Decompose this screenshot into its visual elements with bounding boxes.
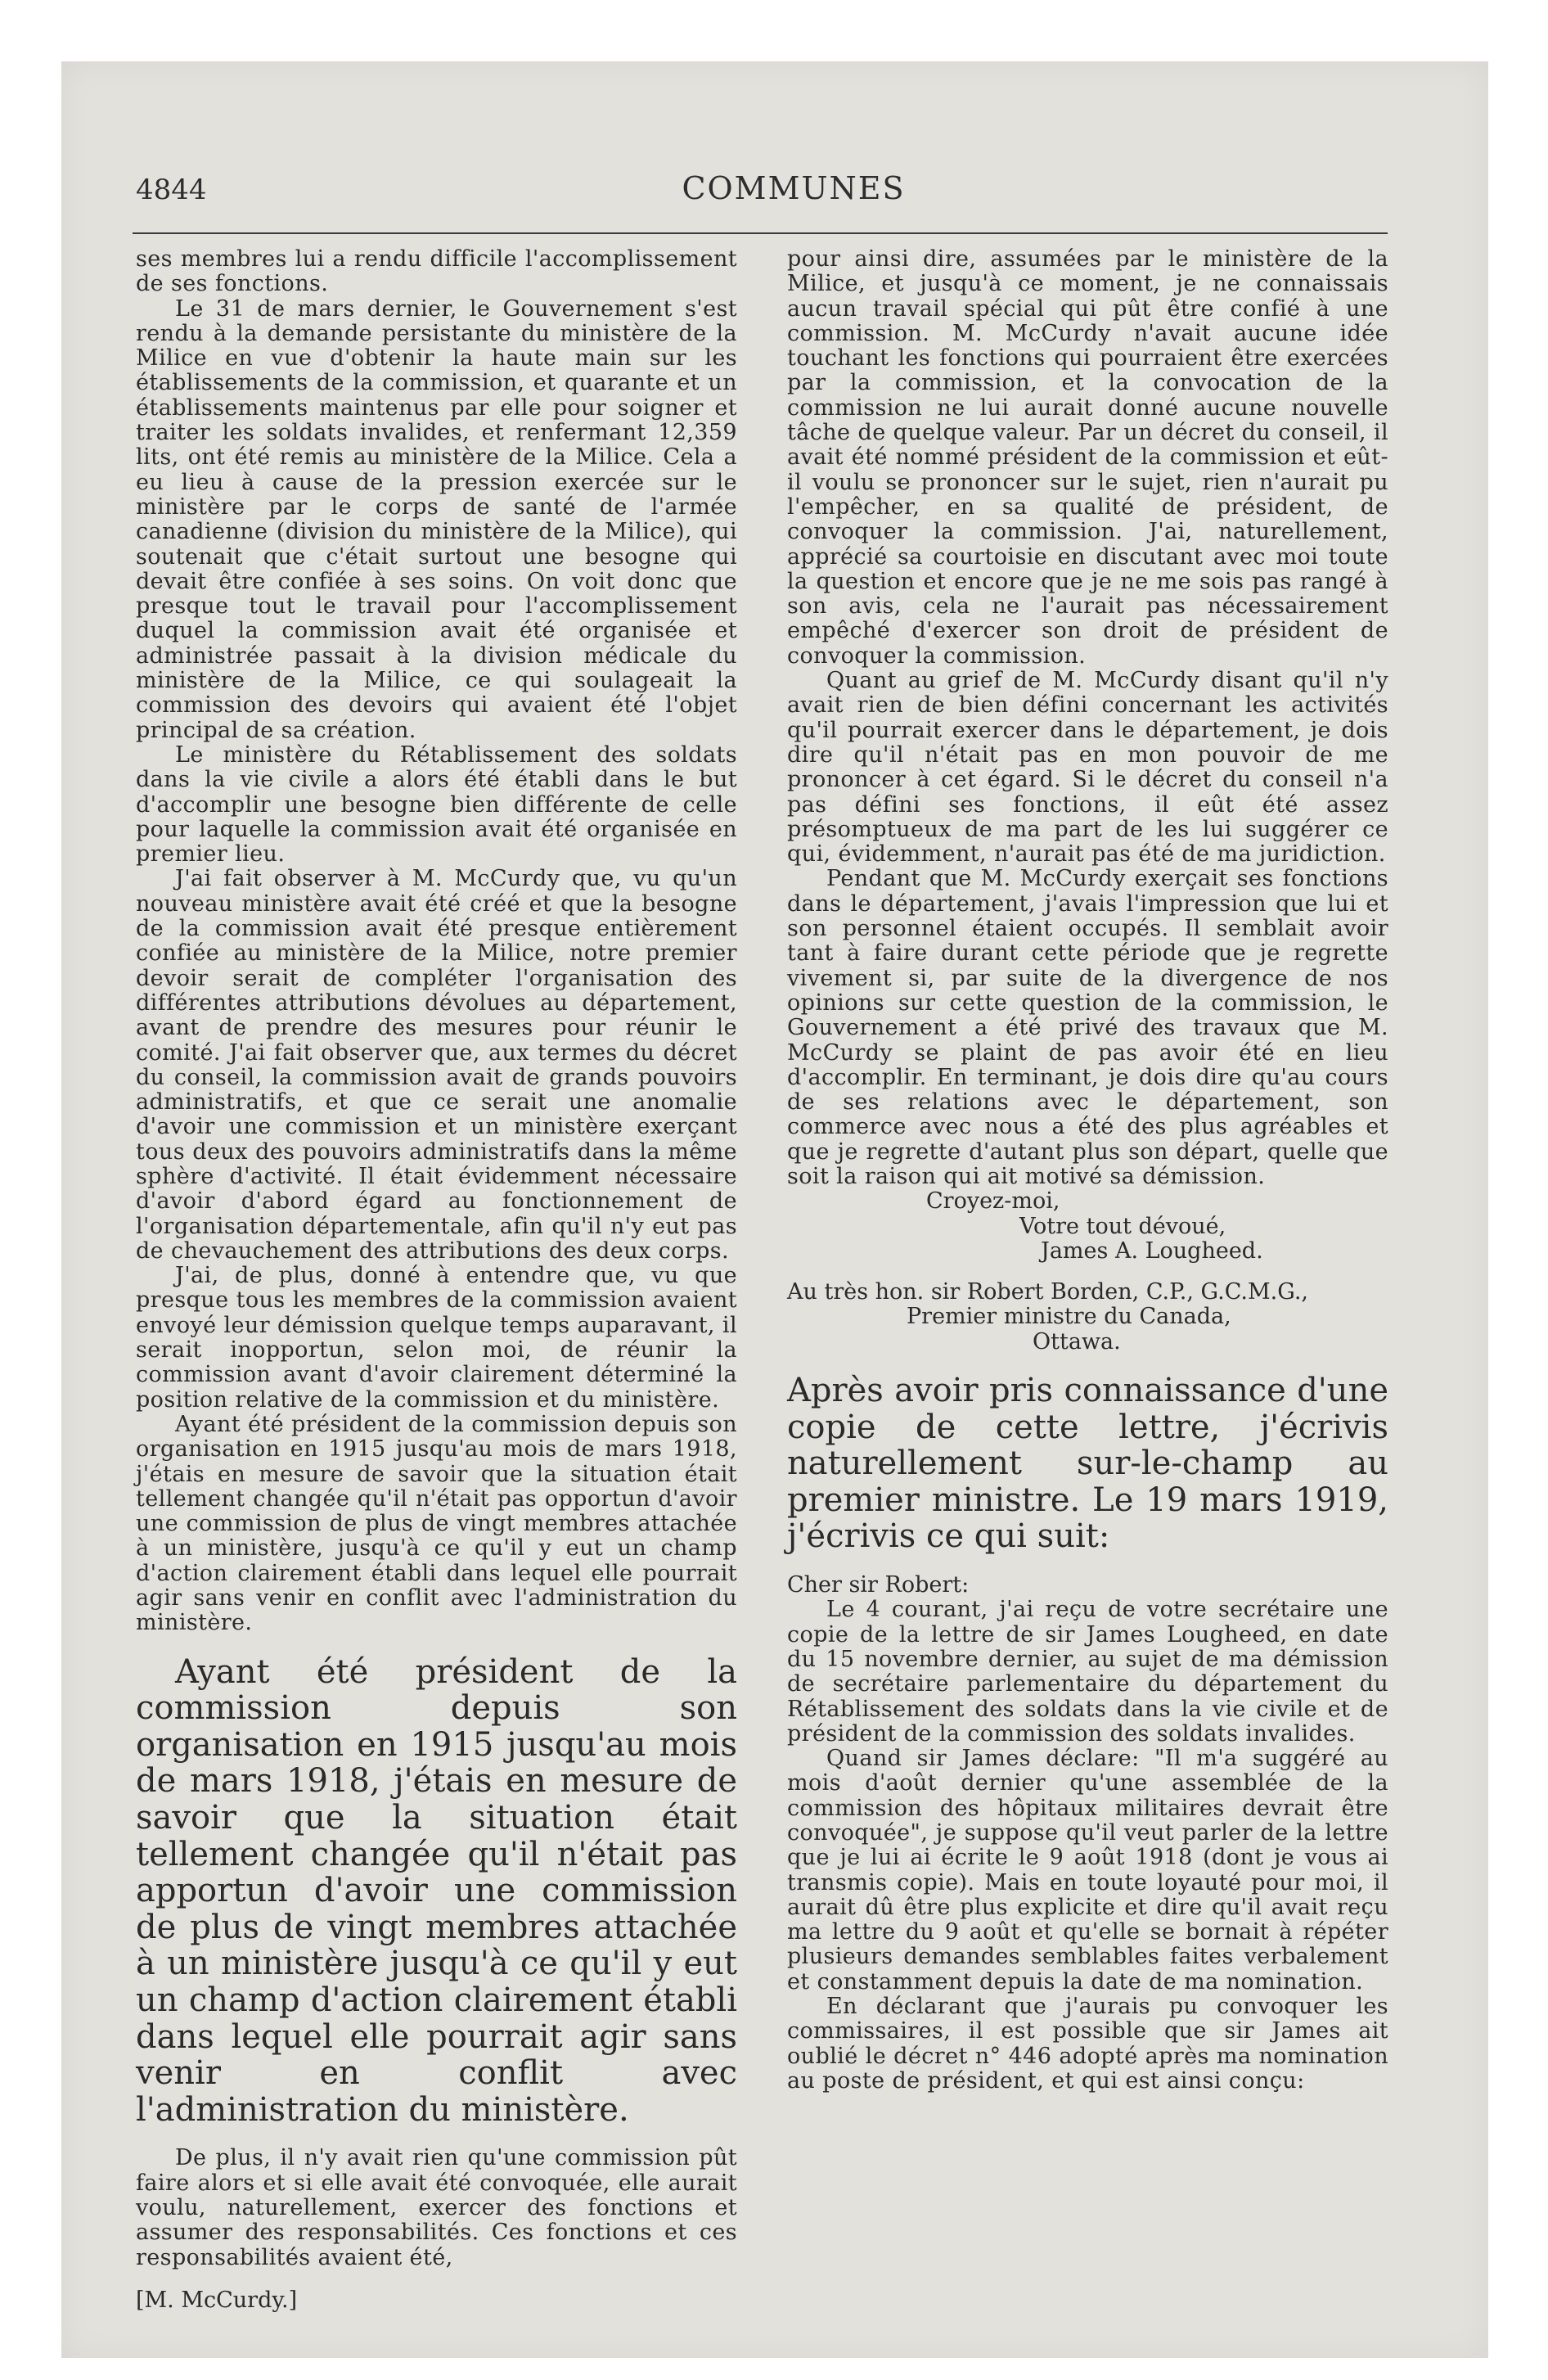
paragraph: ses membres lui a rendu difficile l'accomplissement de ses fonctions. [136,246,737,297]
letter-closing: Votre tout dévoué, [1019,1213,1226,1239]
paragraph: J'ai fait observer à M. McCurdy que, vu qu'un nouveau ministère avait été créé et que la besogne de la commission avait été presque entièrement confiée au ministère de la Milice, notre premier devoir serait de compléter l'organisation des différentes attributions dévolues au département, avant de prendre des mesures pour réunir le comité. J'ai fait observer que, aux termes du décret du conseil, la commission avait de grands pouvoirs administratifs, et que ce serait une anomalie d'avoir une commission et un ministère exerçant tous deux des pouvoirs administratifs dans la même sphère d'activité. Il était évidemment nécessaire d'avoir d'abord égard au fonctionnement de l'organisation départementale, afin qu'il n'y eut pas de chevauchement des attributions des deux corps. [136,866,737,1264]
paragraph: Le ministère du Rétablissement des soldats dans la vie civile a alors été établi dans le but d'accomplir une besogne bien différente de celle pour laquelle la commission avait été organisée en premier lieu. [136,741,737,868]
paragraph: Le 4 courant, j'ai reçu de votre secrétaire une copie de la lettre de sir James Lougheed, en date du 15 novembre dernier, au sujet de ma démission de secrétaire parlementaire du département du Rétablissement des soldats dans la vie civile et de président de la commission des soldats invalides. [787,1597,1388,1747]
letter-closing: Croyez-moi, [926,1188,1060,1215]
paragraph: Quant au grief de M. McCurdy disant qu'il n'y avait rien de bien défini concernant les activités qu'il pourrait exercer dans le département, je dois dire qu'il n'était pas en mon pouvoir de me prononcer à cet égard. Si le décret du conseil n'a pas défini ses fonctions, il eût été assez présomptueux de ma part de les lui suggérer ce qui, évidemment, n'aurait pas été de ma juridiction. [787,668,1388,868]
spacer [787,1264,1388,1280]
running-head: COMMUNES [682,170,906,206]
right-column [787,247,1388,2261]
letter-address: Premier ministre du Canada, [907,1304,1231,1330]
large-type-paragraph: Après avoir pris connaissance d'une copie de cette lettre, j'écrivis naturellement sur-le-champ au premier ministre. Le 19 mars 1919, j'écrivis ce qui suit: [787,1372,1388,1556]
paragraph: Quand sir James déclare: "Il m'a suggéré au mois d'août dernier qu'une assemblée de la commission des hôpitaux militaires devrait être convoquée", je suppose qu'il veut parler de la lettre que je lui ai écrite le 9 août 1918 (dont je vous ai transmis copie). Mais en toute loyauté pour moi, il aurait dû être plus explicite et dire qu'il avait reçu ma lettre du 9 août et qu'elle se bornait à répéter plusieurs demandes semblables faites verbalement et constamment depuis la date de ma nomination. [787,1746,1388,1995]
page-number: 4844 [136,174,207,206]
paragraph: Ayant été président de la commission depuis son organisation en 1915 jusqu'au mois de mars 1918, j'étais en mesure de savoir que la situation était tellement changée qu'il n'était pas opportun d'avoir une commission de plus de vingt membres attachée à un ministère, jusqu'à ce qu'il y eut un champ d'action clairement établi dans lequel elle pourrait agir sans venir en conflit avec l'administration du ministère. [136,1411,737,1636]
paragraph: J'ai, de plus, donné à entendre que, vu que presque tous les membres de la commission avaient envoyé leur démission quelque temps auparavant, il serait inopportun, selon moi, de réunir la commission avant d'avoir clairement déterminé la position relative de la commission et du ministère. [136,1263,737,1413]
paragraph: Pendant que M. McCurdy exerçait ses fonctions dans le département, j'avais l'impression que lui et son personnel étaient occupés. Il semblait avoir tant à faire durant cette période que je regrette vivement si, par suite de la divergence de nos opinions sur cette question de la commission, le Gouvernement a été privé des travaux que M. McCurdy se plaint de pas avoir été en lieu d'accomplir. En terminant, je dois dire qu'au cours de ses relations avec le département, son commerce avec nous a été des plus agréables et que je regrette d'autant plus son départ, quelle que soit la raison qui ait motivé sa démission. [787,866,1388,1189]
header-rule [133,232,1388,234]
letter-signature: James A. Lougheed. [1041,1237,1263,1264]
speaker-attribution: [M. McCurdy.] [136,2287,298,2313]
paragraph: En déclarant que j'aurais pu convoquer les commissaires, il est possible que sir James ait oublié le décret n° 446 adopté après ma nomination au poste de président, et qui est ainsi conçu: [787,1994,1388,2094]
letter-address: Au très hon. sir Robert Borden, C.P., G.C.M.G., [787,1279,1309,1305]
paragraph: Le 31 de mars dernier, le Gouvernement s'est rendu à la demande persistante du ministère de la Milice en vue d'obtenir la haute main sur les établissements de la commission, et quarante et un établissements maintenus par elle pour soigner et traiter les soldats invalides, et renfermant 12,359 lits, ont été remis au ministère de la Milice. Cela a eu lieu à cause de la pression exercée sur le ministère par le corps de santé de l'armée canadienne (division du ministère de la Milice), qui soutenait que c'était surtout une besogne qui devait être confiée à ses soins. On voit donc que presque tout le travail pour l'accomplissement duquel la commission avait été organisée et administrée passait à la division médicale du ministère de la Milice, ce qui soulageait la commission des devoirs qui avaient été l'objet principal de sa création. [136,295,737,743]
letter-address: Ottawa. [1033,1328,1121,1355]
left-column [136,246,737,2313]
paragraph: De plus, il n'y avait rien qu'une commission pût faire alors et si elle avait été convoquée, elle aurait voulu, naturellement, exercer des fonctions et assumer des responsabilités. Ces fonctions et ces responsabilités avaient été, [136,2145,737,2270]
paragraph: pour ainsi dire, assumées par le ministère de la Milice, et jusqu'à ce moment, je ne connaissais aucun travail spécial qui pût être confié à une commission. M. McCurdy n'avait aucune idée touchant les fonctions qui pourraient être exercées par la commission, et la convocation de la commission ne lui aurait donné aucune nouvelle tâche de quelque valeur. Par un décret du conseil, il avait été nommé président de la commission et eût-il voulu se prononcer sur le sujet, rien n'aurait pu l'empêcher, en sa qualité de président, de convoquer la commission. J'ai, naturellement, apprécié sa courtoisie en discutant avec moi toute la question et encore que je ne me sois pas rangé à son avis, cela ne l'aurait pas nécessairement empêché d'exercer son droit de président de convoquer la commission. [787,246,1388,669]
large-type-paragraph: Ayant été président de la commission depuis son organisation en 1915 jusqu'au mois de mars 1918, j'étais en mesure de savoir que la situation était tellement changée qu'il n'était pas apportun d'avoir une commission de plus de vingt membres attachée à un ministère jusqu'à ce qu'il y eut un champ d'action clairement établi dans lequel elle pourrait agir sans venir en conflit avec l'administration du ministère. [136,1652,737,2129]
letter-salutation: Cher sir Robert: [787,1572,970,1598]
